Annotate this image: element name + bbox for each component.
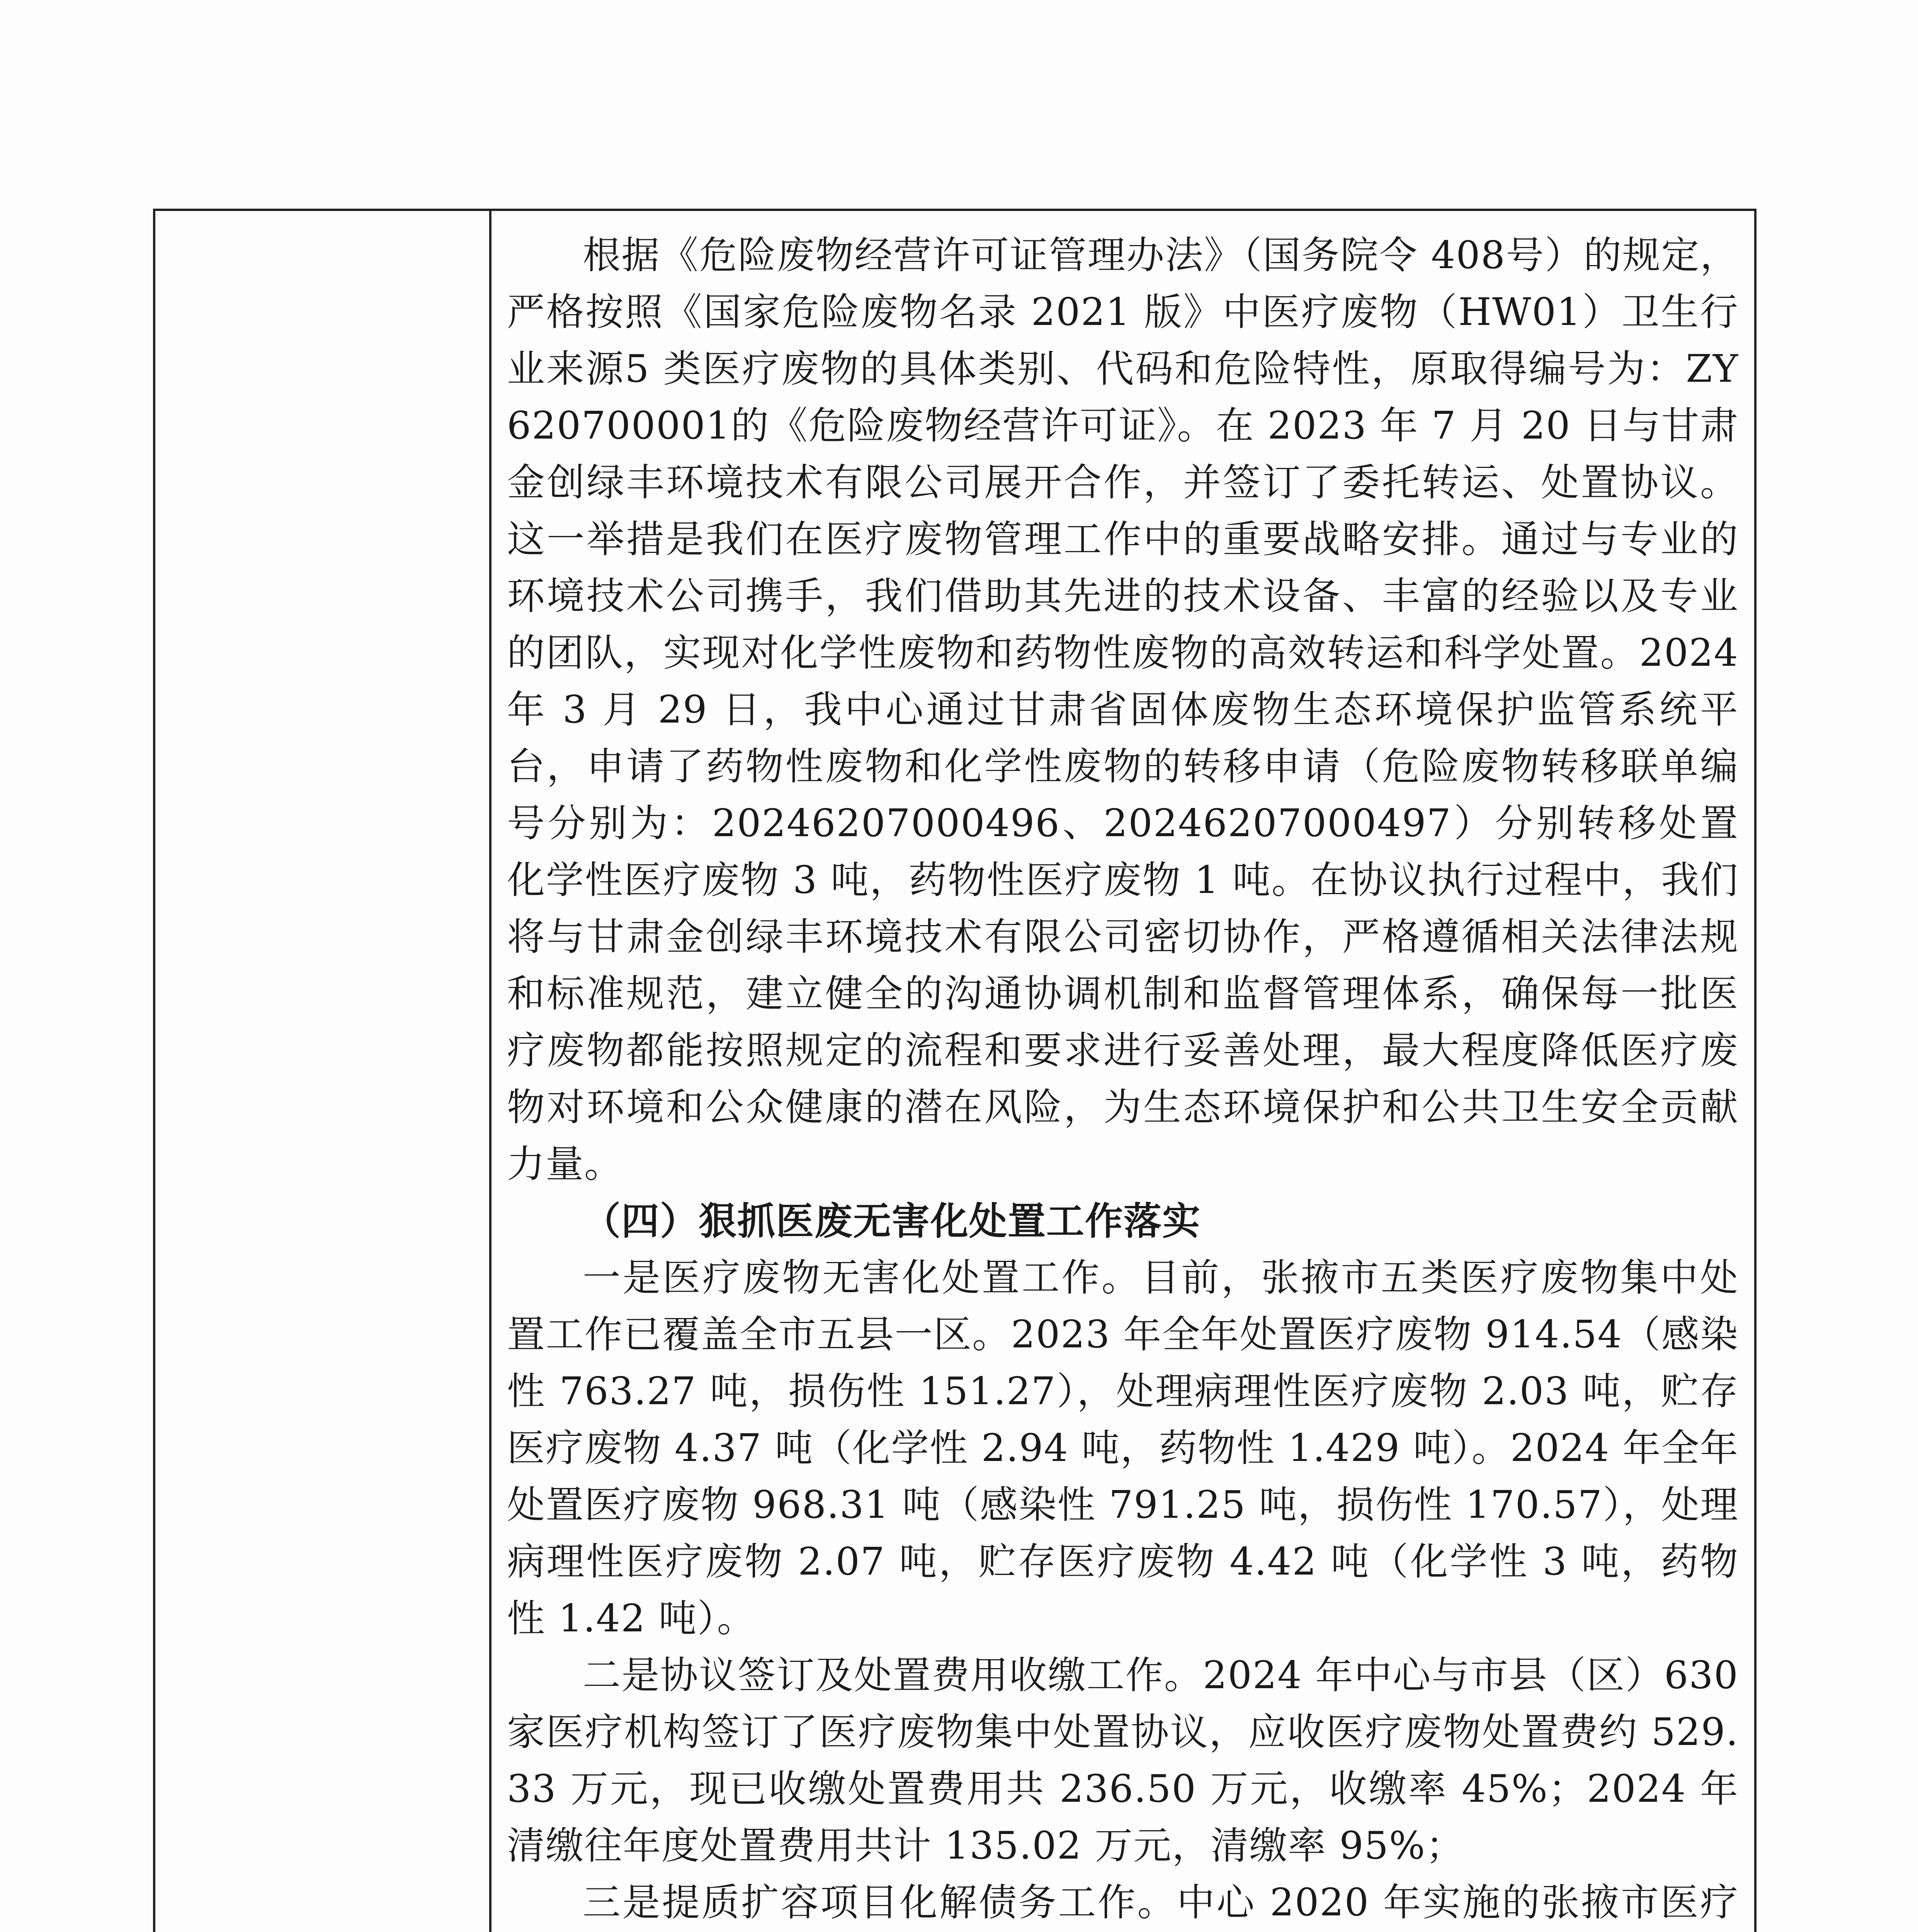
table-left-cell	[155, 211, 491, 1932]
paragraph-agreement-fees: 二是协议签订及处置费用收缴工作。2024 年中心与市县（区）630 家医疗机构签订了医疗废物集中处置协议，应收医疗废物处置费约 529.33 万元，现已收缴处置费用共 236.50 万元，收缴率 45%；2024 年清缴往年度处置费用共计 135.02 万元，清缴率 95%；	[507, 1653, 1739, 1868]
section-heading-4: （四）狠抓医废无害化处置工作落实	[583, 1199, 1201, 1243]
form-table	[153, 209, 1756, 1932]
paragraph-disposal-work: 一是医疗废物无害化处置工作。目前，张掖市五类医疗废物集中处置工作已覆盖全市五县一区。2023 年全年处置医疗废物 914.54（感染性 763.27 吨，损伤性 151.27），处理病理性医疗废物 2.03 吨，贮存医疗废物 4.37 吨（化学性 2.94 吨，药物性 1.429 吨）。2024 年全年处置医疗废物 968.31 吨（感染性 791.25 吨，损伤性 170.57），处理病理性医疗废物 2.07 吨，贮存医疗废物 4.42 吨（化学性 3 吨，药物性 1.42 吨）。	[507, 1256, 1739, 1641]
paragraph-debt-resolution: 三是提质扩容项目化解债务工作。中心 2020 年实施的张掖市医疗	[583, 1881, 1739, 1925]
paragraph-license-cooperation: 根据《危险废物经营许可证管理办法》（国务院令 408号）的规定，严格按照《国家危险废物名录 2021 版》中医疗废物（HW01）卫生行业来源5 类医疗废物的具体类别、代码和危险特性，原取得编号为：ZY620700001的《危险废物经营许可证》。在 2023 年 7 月 20 日与甘肃金创绿丰环境技术有限公司展开合作，并签订了委托转运、处置协议。这一举措是我们在医疗废物管理工作中的重要战略安排。通过与专业的环境技术公司携手，我们借助其先进的技术设备、丰富的经验以及专业的团队，实现对化学性废物和药物性废物的高效转运和科学处置。2024 年 3 月 29 日，我中心通过甘肃省固体废物生态环境保护监管系统平台，申请了药物性废物和化学性废物的转移申请（危险废物转移联单编号分别为：20246207000496、20246207000497）分别转移处置化学性医疗废物 3 吨，药物性医疗废物 1 吨。在协议执行过程中，我们将与甘肃金创绿丰环境技术有限公司密切协作，严格遵循相关法律法规和标准规范，建立健全的沟通协调机制和监督管理体系，确保每一批医疗废物都能按照规定的流程和要求进行妥善处理，最大程度降低医疗废物对环境和公众健康的潜在风险，为生态环境保护和公共卫生安全贡献力量。	[507, 233, 1739, 1186]
table-content-cell	[491, 211, 1754, 1932]
